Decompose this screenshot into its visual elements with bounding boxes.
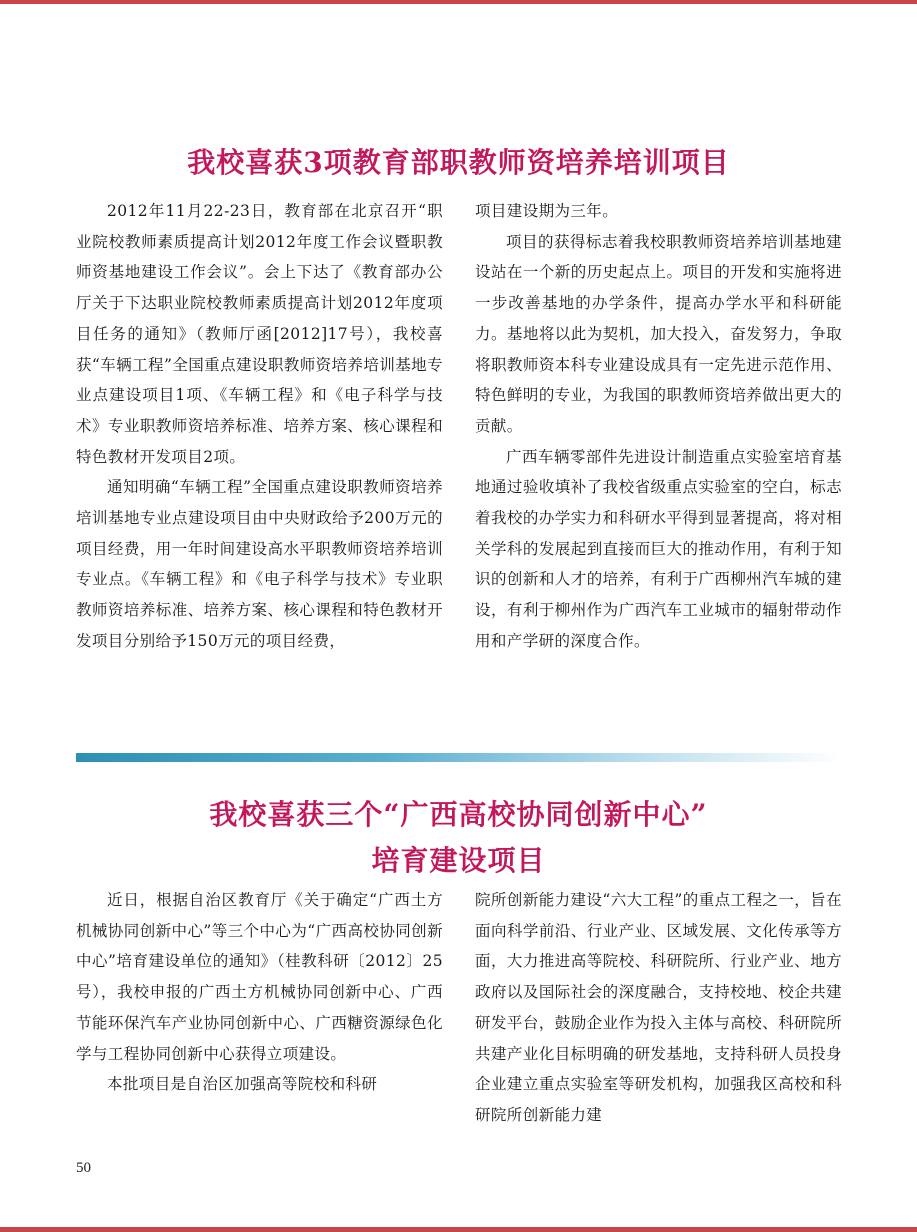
article-2-right-column [475,885,842,1131]
article-1-paragraph-2-continued: 项目建设期为三年。 [475,202,619,220]
article-1-paragraph-2: 通知明确“车辆工程”全国重点建设职教师资培养培训基地专业点建设项目由中央财政给予200万元的项目经费，用一年时间建设高水平职教师资培养培训专业点。《车辆工程》和《电子科学与技术》专业职教师资培养标准、培养方案、核心课程和特色教材开发项目分别给予150万元的项目经费， [76,478,443,650]
article-2-paragraph-2-continued: 院所创新能力建设“六大工程”的重点工程之一，旨在面向科学前沿、行业产业、区域发展、文化传承等方面，大力推进高等院校、科研院所、行业产业、地方政府以及国际社会的深度融合，支持校地、校企共建研发平台，鼓励企业作为投入主体与高校、科研院所共建产业化目标明确的研发基地，支持科研人员投身企业建立重点实验室等研发机构，加强我区高校和科研院所创新能力建 [475,891,842,1124]
section-divider [76,753,842,762]
article-1-paragraph-3: 项目的获得标志着我校职教师资培养培训基地建设站在一个新的历史起点上。项目的开发和实施将进一步改善基地的办学条件，提高办学水平和科研能力。基地将以此为契机，加大投入，奋发努力，争取将职教师资本科专业建设成具有一定先进示范作用、特色鲜明的专业，为我国的职教师资培养做出更大的贡献。 [475,232,842,435]
article-2-paragraph-2: 本批项目是自治区加强高等院校和科研 [107,1075,378,1094]
article-2-paragraph-1: 近日，根据自治区教育厅《关于确定“广西土方机械协同创新中心”等三个中心为“广西高校协同创新中心”培育建设单位的通知》（桂教科研〔2012〕25号），我校申报的广西土方机械协同创新中心、广西节能环保汽车产业协同创新中心、广西糖资源绿色化学与工程协同创新中心获得立项建设。 [76,891,443,1063]
article-2-left-column [76,885,443,1100]
article-2-title-line-1: 我校喜获三个“广西高校协同创新中心” [209,798,708,831]
page-number: 50 [76,1160,91,1176]
top-border [0,0,917,4]
bottom-border [0,1227,917,1232]
article-1-paragraph-1: 2012年11月22-23日，教育部在北京召开“职业院校教师素质提高计划2012年度工作会议暨职教师资基地建设工作会议”。会上下达了《教育部办公厅关于下达职业院校教师素质提高计划2012年度项目任务的通知》（教师厅函[2012]17号），我校喜获“车辆工程”全国重点建设职教师资培养培训基地专业点建设项目1项、《车辆工程》和《电子科学与技术》专业职教师资培养标准、培养方案、核心课程和特色教材开发项目2项。 [76,202,443,466]
article-1-right-column [475,196,842,657]
article-1-paragraph-4: 广西车辆零部件先进设计制造重点实验室培育基地通过验收填补了我校省级重点实验室的空白，标志着我校的办学实力和科研水平得到显著提高，将对相关学科的发展起到直接而巨大的推动作用，有利于知识的创新和人才的培养，有利于广西柳州汽车城的建设，有利于柳州作为广西汽车工业城市的辐射带动作用和产学研的深度合作。 [475,447,842,650]
article-1-title: 我校喜获3项教育部职教师资培养培训项目 [187,146,730,179]
article-1-left-column [76,196,443,657]
article-2-title-line-2: 培育建设项目 [371,844,546,877]
